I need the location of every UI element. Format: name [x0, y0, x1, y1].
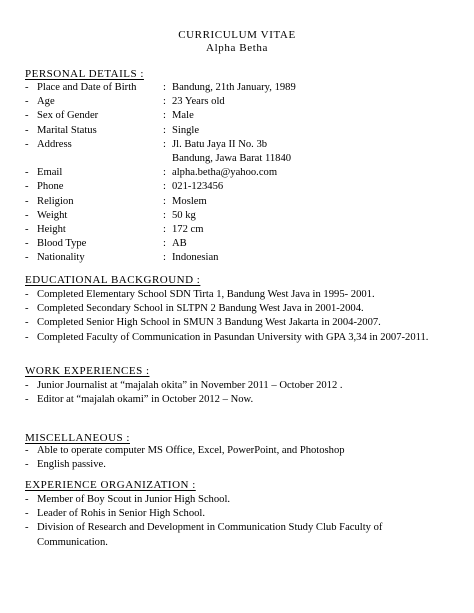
- personal-value: Bandung, Jawa Barat 11840: [172, 152, 292, 164]
- personal-row: - Sex of Gender : Male: [25, 109, 455, 123]
- work-list: [25, 379, 455, 407]
- personal-value: Single: [172, 124, 200, 136]
- personal-label: Weight: [37, 209, 68, 221]
- miscellaneous-list: [25, 444, 455, 472]
- personal-label: Sex of Gender: [37, 110, 99, 122]
- personal-row: - Email : alpha.betha@yahoo.com: [25, 166, 455, 180]
- personal-value: AB: [172, 238, 187, 250]
- organization-list: [25, 493, 455, 550]
- personal-label: Nationality: [37, 252, 85, 264]
- personal-label: Height: [37, 223, 66, 235]
- personal-row: - Address : Jl. Batu Jaya II No. 3b: [25, 138, 455, 152]
- personal-row: - Weight : 50 kg: [25, 209, 455, 223]
- education-heading: EDUCATIONAL BACKGROUND :: [25, 274, 201, 286]
- list-item: - Completed Senior High School in SMUN 3 Bandung West Jakarta in 2004-2007.: [25, 317, 381, 329]
- personal-label: Address: [37, 138, 72, 150]
- personal-value: Moslem: [172, 195, 207, 207]
- personal-label: Religion: [37, 195, 74, 207]
- personal-value: Bandung, 21th January, 1989: [172, 82, 296, 93]
- document-title: CURRICULUM VITAE: [178, 29, 296, 41]
- personal-row: - Phone : 021-123456: [25, 180, 455, 194]
- personal-value: 021-123456: [172, 181, 224, 193]
- list-item: - Able to operate computer MS Office, Excel, PowerPoint, and Photoshop: [25, 445, 345, 456]
- organization-heading: EXPERIENCE ORGANIZATION :: [25, 479, 196, 491]
- list-item: - Member of Boy Scout in Junior High School.: [25, 494, 231, 505]
- list-item: - Completed Elementary School SDN Tirta 1, Bandung West Java in 1995- 2001.: [25, 289, 375, 300]
- candidate-name: Alpha Betha: [206, 42, 268, 54]
- personal-label: Blood Type: [37, 238, 87, 250]
- personal-label: Phone: [37, 181, 64, 193]
- work-heading: WORK EXPERIENCES :: [25, 365, 150, 377]
- personal-value: Male: [172, 110, 194, 122]
- personal-details-list: [25, 81, 455, 265]
- personal-row: - Age : 23 Years old: [25, 95, 455, 109]
- list-item: - Editor at “majalah okami” in October 2012 – Now.: [25, 394, 254, 406]
- personal-row: - Height : 172 cm: [25, 223, 455, 237]
- personal-value: Jl. Batu Jaya II No. 3b: [172, 138, 268, 150]
- list-item: - Completed Secondary School in SLTPN 2 Bandung West Java in 2001-2004.: [25, 303, 364, 315]
- list-item: - Junior Journalist at “majalah okita” in November 2011 – October 2012 .: [25, 380, 343, 391]
- miscellaneous-heading: MISCELLANEOUS :: [25, 432, 130, 444]
- personal-value: alpha.betha@yahoo.com: [172, 167, 278, 179]
- list-item: - Leader of Rohis in Senior High School.: [25, 508, 206, 520]
- personal-label: Age: [37, 96, 55, 108]
- list-item: - English passive.: [25, 459, 106, 471]
- personal-row: - Place and Date of Birth : Bandung, 21th January, 1989: [25, 81, 455, 95]
- personal-value: 50 kg: [172, 209, 196, 221]
- personal-details-heading: PERSONAL DETAILS :: [25, 68, 144, 80]
- personal-row: - Blood Type : AB: [25, 237, 455, 251]
- personal-value: 23 Years old: [172, 96, 225, 108]
- personal-row: - Marital Status : Single: [25, 124, 455, 138]
- personal-value: 172 cm: [172, 223, 204, 235]
- education-list: [25, 288, 455, 345]
- list-item: - Completed Faculty of Communication in Pasundan University with GPA 3,34 in 2007-2011.: [25, 331, 429, 343]
- personal-value: Indonesian: [172, 252, 219, 264]
- personal-label: Place and Date of Birth: [37, 82, 137, 93]
- personal-label: Marital Status: [37, 124, 97, 136]
- personal-row: - Nationality : Indonesian: [25, 251, 455, 265]
- list-item: - Division of Research and Development in Communication Study Club Faculty of Communication.: [25, 522, 383, 548]
- personal-label: Email: [37, 167, 63, 179]
- personal-row: - Religion : Moslem: [25, 195, 455, 209]
- personal-row-continuation: [25, 152, 455, 166]
